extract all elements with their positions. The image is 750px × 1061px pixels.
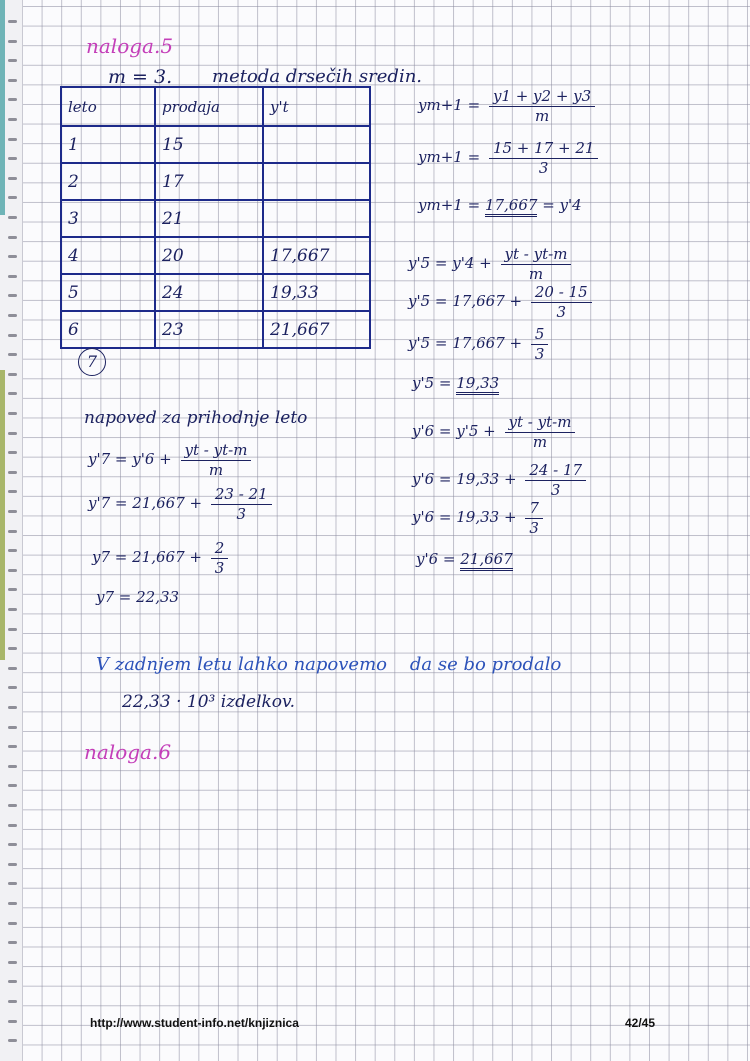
formula: y7 = 21,667 + $\frac{2}{3}$ (92, 540, 232, 576)
spiral-hole (8, 79, 17, 82)
spiral-hole (8, 236, 17, 239)
formula: y'5 = 19,33 (412, 374, 499, 392)
spine-stripe (0, 370, 5, 660)
spiral-hole (8, 765, 17, 768)
spiral-hole (8, 20, 17, 23)
spiral-hole (8, 373, 17, 376)
spiral-hole (8, 353, 17, 356)
formula: ym+1 = 17,667 = y'4 (418, 196, 582, 214)
table-cell: 1 (61, 126, 155, 163)
spiral-hole (8, 824, 17, 827)
footer-url: http://www.student-info.net/knjiznica (90, 1016, 299, 1030)
spiral-hole (8, 59, 17, 62)
table-cell: 21 (155, 200, 263, 237)
spiral-hole (8, 608, 17, 611)
table-cell: 20 (155, 237, 263, 274)
table-cell: 3 (61, 200, 155, 237)
spiral-hole (8, 294, 17, 297)
table-row (61, 274, 370, 311)
forecast-result: y7 = 22,33 (96, 588, 180, 606)
spiral-hole (8, 588, 17, 591)
table-row (61, 311, 370, 348)
spiral-hole (8, 902, 17, 905)
spiral-hole (8, 392, 17, 395)
formula: y'6 = 21,667 (416, 550, 513, 568)
spiral-hole (8, 784, 17, 787)
spiral-hole (8, 922, 17, 925)
table-cell: 6 (61, 311, 155, 348)
table-row (61, 200, 370, 237)
formula: y'6 = 19,33 + $\frac{24 - 17}{3}$ (412, 462, 590, 498)
spiral-hole (8, 138, 17, 141)
formula: y'7 = 21,667 + $\frac{23 - 21}{3}$ (88, 486, 276, 522)
spiral-hole (8, 196, 17, 199)
column-header: leto (61, 87, 155, 126)
spiral-hole (8, 177, 17, 180)
table-cell (263, 126, 370, 163)
spiral-hole (8, 726, 17, 729)
formula: y'7 = y'6 + $\frac{yt - yt-m}{m}$ (88, 442, 255, 478)
formula: y'5 = 17,667 + $\frac{20 - 15}{3}$ (408, 284, 596, 320)
spiral-hole (8, 530, 17, 533)
formula: y'5 = 17,667 + $\frac{5}{3}$ (408, 326, 552, 362)
column-header: prodaja (155, 87, 263, 126)
table-cell: 15 (155, 126, 263, 163)
method-name: metoda drsečih sredin. (212, 66, 423, 87)
spiral-hole (8, 804, 17, 807)
formula: y'5 = y'4 + $\frac{yt - yt-m}{m}$ (408, 246, 575, 282)
table-header-row (61, 87, 370, 126)
column-header: y't (263, 87, 370, 126)
spiral-hole (8, 451, 17, 454)
task-heading: napoved za prihodnje leto (84, 408, 308, 428)
formula: y'6 = 19,33 + $\frac{7}{3}$ (412, 500, 547, 536)
page-number: 42/45 (625, 1016, 656, 1030)
table-cell: 2 (61, 163, 155, 200)
spiral-hole (8, 471, 17, 474)
conclusion-text: V zadnjem letu lahko napovemo da se bo prodalo (96, 654, 562, 675)
spiral-hole (8, 882, 17, 885)
spiral-hole (8, 745, 17, 748)
spiral-hole (8, 334, 17, 337)
window-size: m = 3. (108, 66, 173, 88)
spiral-hole (8, 647, 17, 650)
spiral-hole (8, 255, 17, 258)
table-row (61, 237, 370, 274)
spiral-hole (8, 1000, 17, 1003)
spiral-hole (8, 314, 17, 317)
conclusion-value: 22,33 · 10³ izdelkov. (122, 692, 296, 712)
spiral-hole (8, 510, 17, 513)
spiral-hole (8, 40, 17, 43)
spiral-hole (8, 1020, 17, 1023)
spiral-hole (8, 118, 17, 121)
spiral-hole (8, 98, 17, 101)
spiral-hole (8, 216, 17, 219)
spiral-hole (8, 1039, 17, 1042)
formula: y'6 = y'5 + $\frac{yt - yt-m}{m}$ (412, 414, 579, 450)
spiral-hole (8, 686, 17, 689)
spiral-hole (8, 432, 17, 435)
sales-table (60, 86, 371, 349)
table-cell: 17,667 (263, 237, 370, 274)
table-cell: 4 (61, 237, 155, 274)
spiral-hole (8, 941, 17, 944)
table-row (61, 163, 370, 200)
spiral-hole (8, 863, 17, 866)
task-number: 7 (78, 348, 106, 376)
table-cell: 21,667 (263, 311, 370, 348)
spiral-hole (8, 961, 17, 964)
spiral-hole (8, 490, 17, 493)
formula: ym+1 = $\frac{15 + 17 + 21}{3}$ (418, 140, 602, 176)
spiral-hole (8, 843, 17, 846)
table-cell: 5 (61, 274, 155, 311)
task-title: naloga.5 (86, 34, 174, 58)
table-cell: 17 (155, 163, 263, 200)
formula: ym+1 = $\frac{y1 + y2 + y3}{m}$ (418, 88, 599, 124)
spiral-hole (8, 980, 17, 983)
table-cell (263, 200, 370, 237)
spiral-hole (8, 667, 17, 670)
spiral-hole (8, 275, 17, 278)
next-task-title: naloga.6 (84, 740, 172, 764)
table-row (61, 126, 370, 163)
spine-stripe (0, 0, 5, 215)
table-cell (263, 163, 370, 200)
spiral-hole (8, 628, 17, 631)
spiral-hole (8, 157, 17, 160)
spiral-hole (8, 569, 17, 572)
spiral-hole (8, 549, 17, 552)
table-cell: 23 (155, 311, 263, 348)
spiral-hole (8, 412, 17, 415)
table-cell: 19,33 (263, 274, 370, 311)
spiral-hole (8, 706, 17, 709)
table-cell: 24 (155, 274, 263, 311)
